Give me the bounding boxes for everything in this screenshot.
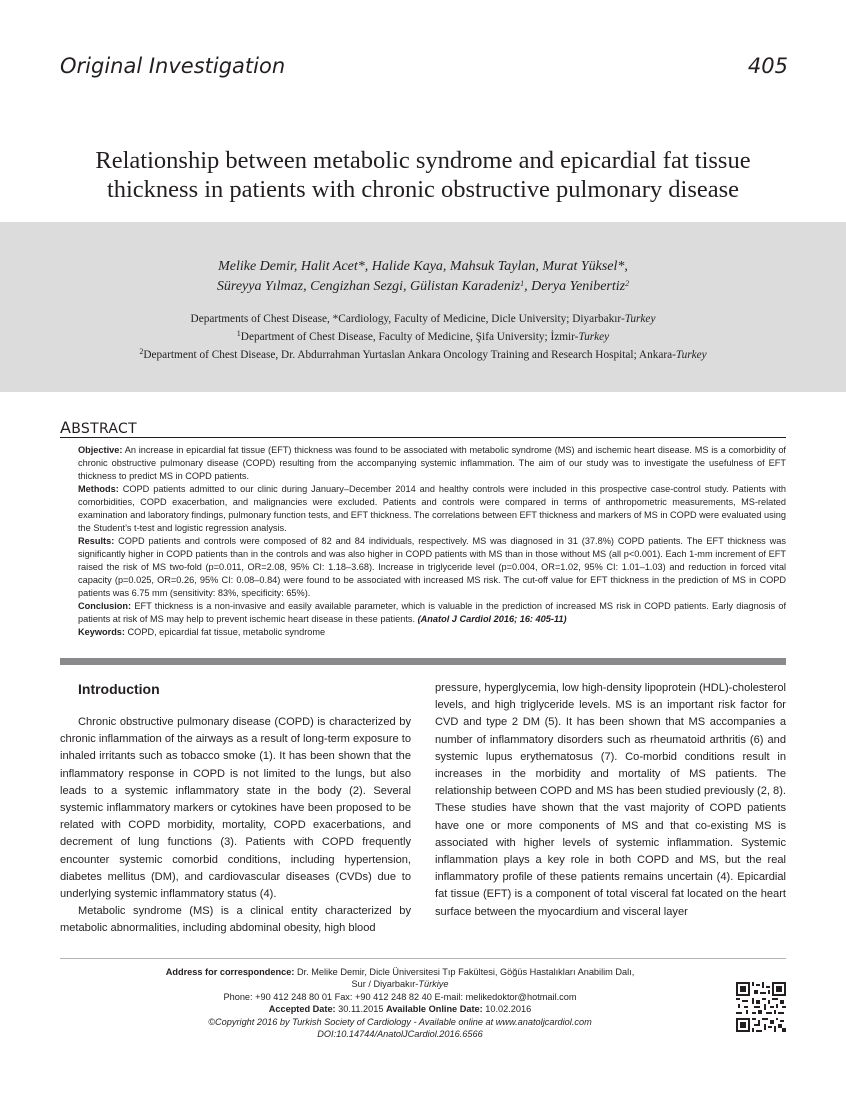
accepted-label: Accepted Date: [268, 1004, 336, 1015]
authors-line-2a: Süreyya Yılmaz, Cengizhan Sezgi, Gülistan Karadeniz [216, 279, 521, 294]
methods-text: COPD patients admitted to our clinic during January–December 2014 and healthy controls were included in this prospective case-control study. Patients with comorbidities, COPD exacerbation, and malignancies were excluded. Patients and controls were compared in terms of anthropometric measurements, MS-related examination and laboratory findings, pulmonary function tests, and EFT thickness. The correlations between EFT thickness and markers of MS in COPD were evaluated using the Student’s t-test and logistic regression analysis. [78, 484, 786, 533]
left-column [60, 680, 411, 938]
correspondence-label: Address for correspondence: [165, 967, 295, 977]
right-column [435, 680, 786, 921]
footer [100, 966, 700, 1040]
abstract-methods [78, 483, 786, 535]
abstract-bottom-rule [60, 658, 786, 665]
qr-code-icon [736, 982, 786, 1032]
correspondence-line-2 [100, 978, 700, 990]
doi-line: DOI:10.14744/AnatolJCardiol.2016.6566 [317, 1029, 483, 1040]
citation: (Anatol J Cardiol 2016; 16: 405-11) [417, 614, 567, 624]
abstract-conclusion [78, 600, 786, 626]
author-band [0, 222, 846, 392]
methods-label: Methods: [78, 484, 119, 494]
affiliation-2-sup: 1 [236, 329, 241, 338]
online-label: Available Online Date: [386, 1004, 483, 1015]
title-line-1: Relationship between metabolic syndrome and epicardial fat tissue [95, 147, 751, 174]
results-label: Results: [78, 536, 115, 546]
correspondence-country: Türkiye [418, 979, 449, 990]
abstract-heading [60, 418, 137, 437]
intro-paragraph-2: Metabolic syndrome (MS) is a clinical entity characterized by metabolic abnormalities, including abdominal obesity, high blood [60, 905, 411, 935]
affiliation-3-sup: 2 [139, 347, 144, 356]
introduction-heading: Introduction [78, 681, 160, 697]
authors-line-2b: , Derya Yenibertiz [524, 279, 626, 294]
author-sup-2: 2 [625, 279, 630, 288]
authors-line-1: Melike Demir, Halit Acet*, Halide Kaya, Mahsuk Taylan, Murat Yüksel*, [218, 259, 628, 274]
keywords-text: COPD, epicardial fat tissue, metabolic syndrome [124, 627, 326, 637]
affiliation-3-country: Turkey [675, 349, 707, 361]
author-sup-1: 1 [520, 279, 525, 288]
intro-paragraph-1: Chronic obstructive pulmonary disease (COPD) is characterized by chronic inflammation of the airways as a result of long-term exposure to inhaled irritants such as tobacco smoke (1). It has been shown that the inflammatory response in COPD is not limited to the lungs, but also leads to a systemic inflammatory state in the body (2). Several systemic inflammatory markers or cytokines have been proposed to be related with COPD morbidity, mortality, COPD exacerbations, and decrement of lung functions (3). Patients with COPD frequently encounter systemic comorbid conditions, including hypertension, diabetes mellitus (DM), and cardiovascular diseases (CVDs) due to underlying systemic inflammatory status (4). [60, 716, 411, 901]
author-list [0, 257, 846, 297]
abstract-body [78, 444, 786, 639]
affiliation-3 [0, 346, 846, 364]
section-label: Original Investigation [60, 54, 286, 78]
keywords-label: Keywords: [78, 627, 125, 637]
abstract-results [78, 535, 786, 600]
accepted-date: 30.11.2015 [335, 1004, 387, 1015]
dates-line [100, 1003, 700, 1015]
conclusion-text: EFT thickness is a non-invasive and easily available parameter, which is valuable in the prediction of increased MS risk in COPD patients. Early diagnosis of patients at risk of MS may help to prevent ischemic heart disease in these patients. [78, 601, 786, 624]
affiliation-1 [0, 310, 846, 328]
conclusion-label: Conclusion: [78, 601, 132, 611]
article-title [40, 146, 806, 204]
contact-line: Phone: +90 412 248 80 01 Fax: +90 412 248 82 40 E-mail: melikedoktor@hotmail.com [223, 991, 577, 1002]
correspondence-line-1 [100, 966, 700, 978]
abstract-top-rule [60, 437, 786, 438]
objective-text: An increase in epicardial fat tissue (EFT) thickness was found to be associated with metabolic syndrome (MS) and ischemic heart disease. MS is a comorbidity of chronic obstructive pulmonary disease (COPD) resulting from the accompanying systemic inflammation. The aim of our study was to investigate the usefulness of EFT thickness to predict MS in COPD patients. [78, 445, 786, 481]
affiliation-2 [0, 328, 846, 346]
abstract-objective [78, 444, 786, 483]
affiliation-2-text: Department of Chest Disease, Faculty of Medicine, Şifa University; İzmir- [240, 331, 579, 343]
affiliation-3-text: Department of Chest Disease, Dr. Abdurrahman Yurtaslan Ankara Oncology Training and Research Hospital; Ankara- [143, 349, 676, 361]
abstract-heading-rest: BSTRACT [71, 421, 137, 437]
objective-label: Objective: [78, 445, 123, 455]
correspondence-text: Dr. Melike Demir, Dicle Üniversitesi Tıp Fakültesi, Göğüs Hastalıkları Anabilim Dalı, [294, 967, 635, 977]
affiliations [0, 310, 846, 364]
footer-rule [60, 958, 786, 959]
page-number: 405 [747, 54, 788, 78]
affiliation-2-country: Turkey [578, 331, 610, 343]
affiliation-1-text: Departments of Chest Disease, *Cardiology, Faculty of Medicine, Dicle University; Diyarbakır- [190, 313, 625, 325]
online-date: 10.02.2016 [482, 1004, 532, 1015]
abstract-heading-initial: A [60, 418, 72, 437]
correspondence-city: Sur / Diyarbakır- [351, 979, 419, 990]
copyright-line: ©Copyright 2016 by Turkish Society of Cardiology - Available online at www.anatoljcardiol.com [208, 1016, 592, 1027]
affiliation-1-country: Turkey [624, 313, 656, 325]
results-text: COPD patients and controls were composed of 82 and 84 individuals, respectively. MS was diagnosed in 31 (37.8%) COPD patients. The EFT thickness was significantly higher in COPD patients than in the controls and was also higher in COPD patients with MS than in those without MS (all p<0.001). Each 1-mm increment of EFT raised the risk of MS two-fold (p=0.011, OR=2.08, 95% CI: 1.18–3.68). Increase in triglyceride level (p=0.004, OR=1.02, 95% CI: 1.01–1.03) and reduction in forced vital capacity (p=0.025, OR=0.26, 95% CI: 0.08–0.84) were found to be associated with increased MS risk. The cut-off value for EFT thickness in the prediction of MS in COPD patients was 6.75 mm (sensitivity: 83%, specificity: 65%). [78, 536, 786, 598]
intro-paragraph-continued: pressure, hyperglycemia, low high-density lipoprotein (HDL)-cholesterol levels, and high triglyceride levels. MS is an important risk factor for CVD and type 2 DM (5). It has been shown that MS accompanies a number of inflammatory disorders such as rheumatoid arthritis (6) and systemic lupus erythematosus (7). Co-morbid conditions result in increases in the morbidity and mortality of MS patients. The relationship between COPD and MS has been studied previously (2, 8). These studies have shown that the vast majority of COPD patients have one or more components of MS and that co-existing MS is associated with higher levels of systemic inflammation. Systemic inflammation plays a key role in both COPD and MS, but the real inflammatory profile of these patients remains uncertain (4). Epicardial fat tissue (EFT) is a component of total visceral fat located on the heart surface between the myocardium and visceral layer [435, 682, 786, 918]
abstract-keywords [78, 626, 786, 639]
authors-line-2 [0, 277, 846, 297]
title-line-2: thickness in patients with chronic obstructive pulmonary disease [106, 176, 740, 203]
